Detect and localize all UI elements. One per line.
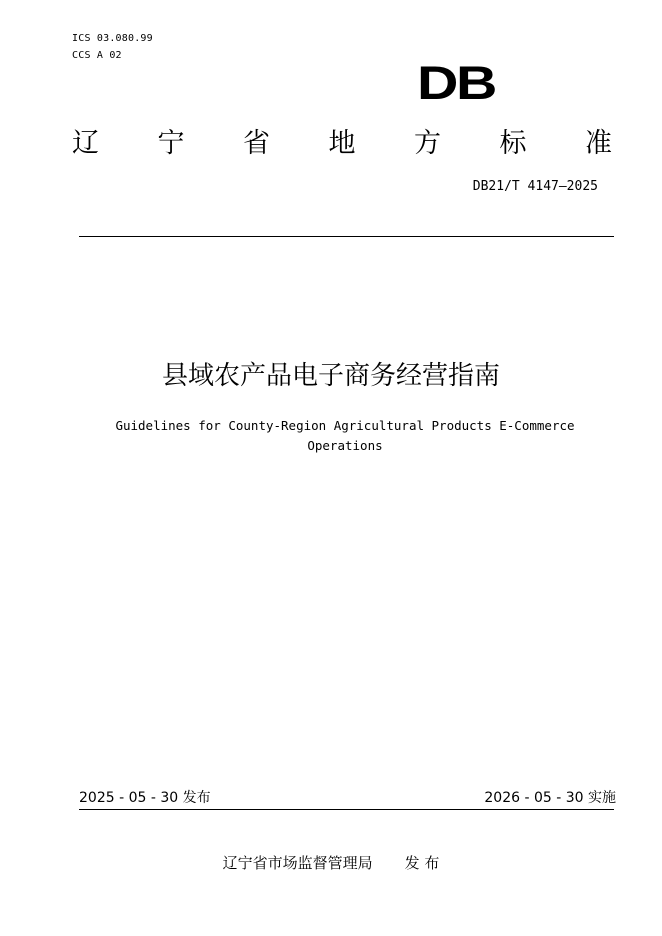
- issue-action: 发 布: [404, 854, 440, 872]
- title-english: [95, 416, 595, 456]
- issuer-line: [0, 852, 662, 874]
- title-english-line: Operations: [307, 438, 383, 453]
- title-chinese: 县域农产品电子商务经营指南: [161, 361, 500, 391]
- standard-type-char: 标: [499, 128, 527, 159]
- standard-type-char: 辽: [72, 128, 99, 159]
- standard-type-char: 准: [585, 128, 612, 159]
- title-english-line: Guidelines for County-Region Agricultural Products E-Commerce: [115, 418, 575, 433]
- db-logo: DB: [417, 56, 495, 109]
- top-rule: [79, 236, 614, 237]
- implement-date: 2026 - 05 - 30 实施: [484, 790, 616, 806]
- ics-code: ICS 03.080.99: [72, 33, 153, 44]
- standard-type-char: 地: [328, 128, 356, 159]
- bottom-rule: [79, 809, 614, 810]
- publish-date: 2025 - 05 - 30 发布: [79, 790, 211, 806]
- standard-type: [72, 126, 612, 162]
- standard-number: DB21/T 4147—2025: [472, 179, 598, 194]
- standard-type-char: 省: [243, 128, 270, 159]
- standard-type-char: 方: [414, 128, 441, 159]
- standard-type-char: 宁: [157, 128, 185, 159]
- issuing-authority: 辽宁省市场监督管理局: [222, 854, 373, 872]
- ccs-code: CCS A 02: [72, 50, 122, 61]
